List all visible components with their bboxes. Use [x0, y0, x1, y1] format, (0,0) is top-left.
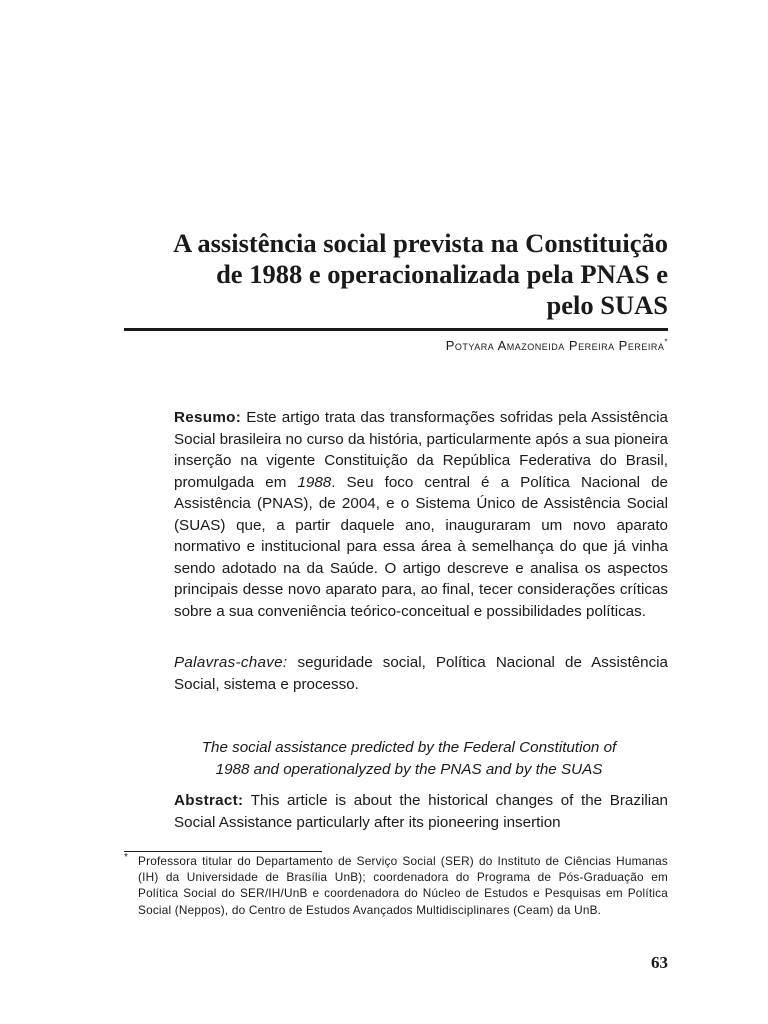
author-footnote-mark: *	[664, 337, 668, 347]
resumo-year: 1988	[297, 473, 332, 491]
english-title	[150, 737, 668, 780]
page-number: 63	[651, 953, 668, 972]
article-title-line: de 1988 e operacionalizada pela PNAS e	[216, 259, 668, 289]
author-line	[300, 337, 668, 355]
article-title-line: A assistência social prevista na Constituição	[173, 228, 668, 258]
article-title	[120, 228, 668, 321]
resumo-text-part-2: . Seu foco central é a Política Nacional de Assistência (PNAS), de 2004, e o Sistema Único de Assistência Social (SUAS) que, a partir daquele ano, inauguraram um novo aparato normativo e institucional para essa área à semelhança do que já vinha sendo adotado na da Saúde. O artigo descreve e analisa os aspectos principais desse novo aparato para, ao final, tecer considerações críticas sobre a sua conveniência teórico-conceitual e possibilidades políticas.	[174, 473, 669, 620]
abstract-text: This article is about the historical changes of the Brazilian Social Assistance particularly after its pioneering insertion	[174, 792, 668, 831]
author-name: Potyara Amazoneida Pereira Pereira	[445, 338, 665, 353]
title-divider	[124, 328, 668, 331]
article-title-line: pelo SUAS	[546, 290, 668, 320]
english-title-line: The social assistance predicted by the Federal Constitution of	[201, 739, 617, 756]
keywords-label: Palavras-chave:	[174, 654, 288, 671]
footnote-mark: *	[124, 852, 128, 863]
resumo-text-part-1: Este artigo trata das transformações sofridas pela Assistência Social brasileira no curso da história, particularmente após a sua pioneira inserção na vigente Constituição da República Federativa do Brasil, promulgada em	[174, 409, 668, 491]
resumo-paragraph	[174, 407, 668, 622]
keywords-text: seguridade social, Política Nacional de Assistência Social, sistema e processo.	[174, 654, 668, 693]
footnote-divider	[124, 851, 322, 852]
resumo-label: Resumo:	[174, 409, 242, 426]
keywords-paragraph	[174, 652, 668, 695]
abstract-label: Abstract:	[174, 792, 244, 809]
footnote-text: Professora titular do Departamento de Serviço Social (SER) do Instituto de Ciências Humanas (IH) da Universidade de Brasília UnB); coordenadora do Programa de Pós-Graduação em Política Social do SER/IH/UnB e coordenadora do Núcleo de Estudos e Pesquisas em Política Social (Neppos), do Centro de Estudos Avançados Multidisciplinares (Ceam) da UnB.	[138, 854, 668, 917]
english-title-line: 1988 and operationalyzed by the PNAS and by the SUAS	[215, 760, 603, 778]
abstract-paragraph	[174, 790, 668, 833]
